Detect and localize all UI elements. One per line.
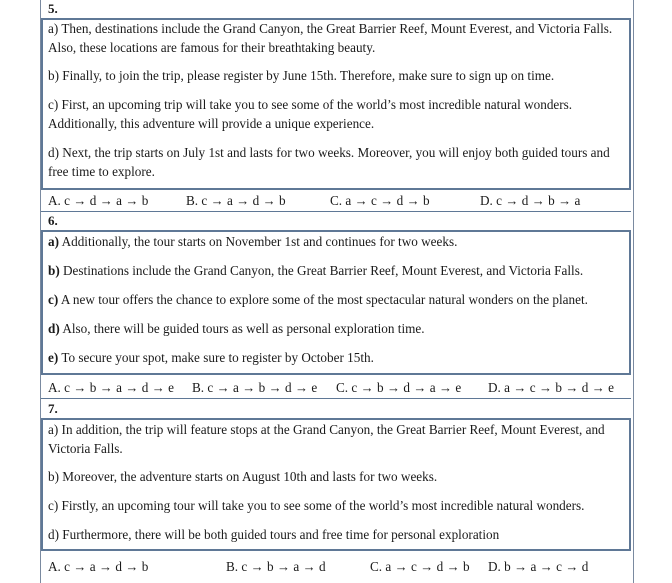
q6-option-a[interactable]: A. c → b → a → d → e bbox=[48, 380, 174, 395]
q5-item-b: b) Finally, to join the trip, please register by June 15th. Therefore, make sure to sign up on time. bbox=[48, 68, 555, 83]
q6-item-a: a) Additionally, the tour starts on November 1st and continues for two weeks. bbox=[48, 234, 458, 249]
q7-item-c: c) Firstly, an upcoming tour will take you to see some of the world’s most incredible natural wonders. bbox=[48, 498, 585, 513]
q6-options-divider bbox=[41, 398, 631, 399]
q7-option-d[interactable]: D. b → a → c → d bbox=[488, 559, 589, 574]
q6-option-c[interactable]: C. c → b → d → a → e bbox=[336, 380, 462, 395]
question-7-number: 7. bbox=[48, 401, 58, 416]
q7-item-d: d) Furthermore, there will be both guided tours and free time for personal exploration bbox=[48, 527, 500, 542]
q7-item-a: a) In addition, the trip will feature stops at the Grand Canyon, the Great Barrier Reef, Mount Everest, and Victoria Falls. bbox=[48, 422, 605, 456]
q5-option-d[interactable]: D. c → d → b → a bbox=[480, 193, 581, 208]
question-5-number: 5. bbox=[48, 1, 58, 16]
q6-option-d[interactable]: D. a → c → b → d → e bbox=[488, 380, 614, 395]
q7-option-a[interactable]: A. c → a → d → b bbox=[48, 559, 149, 574]
q6-item-b: b) Destinations include the Grand Canyon, the Great Barrier Reef, Mount Everest, and Victoria Falls. bbox=[48, 263, 584, 278]
question-6-number: 6. bbox=[48, 213, 58, 228]
q7-item-b: b) Moreover, the adventure starts on August 10th and lasts for two weeks. bbox=[48, 469, 438, 484]
q7-option-b[interactable]: B. c → b → a → d bbox=[226, 559, 326, 574]
q6-option-b[interactable]: B. c → a → b → d → e bbox=[192, 380, 318, 395]
q6-item-d: d) Also, there will be guided tours as well as personal exploration time. bbox=[48, 321, 425, 336]
q5-option-b[interactable]: B. c → a → d → b bbox=[186, 193, 286, 208]
q6-item-c: c) A new tour offers the chance to explore some of the most spectacular natural wonders on the planet. bbox=[48, 292, 588, 307]
q5-item-c: c) First, an upcoming trip will take you to see some of the world’s most incredible natural wonders. Additionally, this adventure will provide a unique experience. bbox=[48, 97, 573, 131]
q5-option-c[interactable]: C. a → c → d → b bbox=[330, 193, 430, 208]
q5-options-divider bbox=[41, 211, 631, 212]
q6-item-e: e) To secure your spot, make sure to register by October 15th. bbox=[48, 350, 374, 365]
q5-option-a[interactable]: A. c → d → a → b bbox=[48, 193, 149, 208]
q5-item-d: d) Next, the trip starts on July 1st and lasts for two weeks. Moreover, you will enjoy both guided tours and free time to explore. bbox=[48, 145, 610, 179]
q7-option-c[interactable]: C. a → c → d → b bbox=[370, 559, 470, 574]
q5-item-a: a) Then, destinations include the Grand Canyon, the Great Barrier Reef, Mount Everest, and Victoria Falls. Also, these locations are famous for their breathtaking beauty. bbox=[48, 21, 613, 55]
